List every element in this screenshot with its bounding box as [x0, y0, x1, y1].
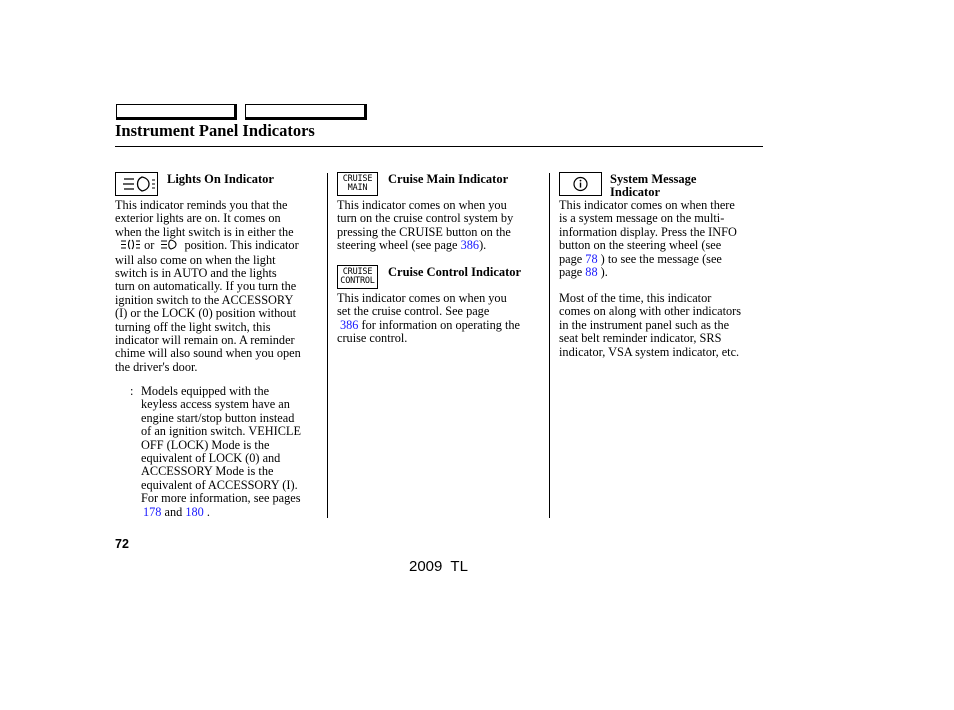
body-line — [115, 239, 301, 253]
nav-tab-2[interactable] — [245, 104, 367, 120]
nav-tab-1[interactable] — [116, 104, 237, 120]
body-line: comes on along with other indicators — [559, 304, 742, 319]
note-line: OFF (LOCK) Mode is the — [141, 437, 270, 452]
body-text: ) to see the message (see — [600, 251, 722, 266]
body-line: information display. Press the INFO — [559, 224, 737, 239]
body-line: seat belt reminder indicator, SRS — [559, 331, 722, 346]
body-line: indicator will remain on. A reminder — [115, 333, 295, 348]
cruise-main-body — [337, 199, 513, 253]
period-text: . — [206, 504, 210, 519]
body-line: turn on the cruise control system by — [337, 211, 514, 226]
body-line: This indicator comes on when there — [559, 198, 735, 212]
heading-line: System Message — [610, 172, 697, 186]
body-text: for information on operating the — [361, 317, 520, 332]
body-line: when the light switch is in either the — [115, 224, 294, 239]
cruise-control-icon-line2: CONTROL — [340, 276, 375, 286]
page-link-386[interactable]: 386 — [340, 317, 359, 332]
body-line: pressing the CRUISE button on the — [337, 224, 511, 239]
body-line: This indicator comes on when you — [337, 198, 507, 212]
body-line: is a system message on the multi- — [559, 211, 725, 226]
cruise-control-icon — [337, 265, 378, 289]
system-message-heading — [610, 173, 696, 199]
cruise-control-icon-line1: CRUISE — [342, 267, 373, 277]
body-line — [559, 266, 737, 279]
body-text: ). — [600, 265, 608, 280]
column-divider-1 — [327, 173, 328, 518]
page-link-88[interactable]: 88 — [585, 265, 598, 280]
body-line: turning off the light switch, this — [115, 319, 271, 334]
cruise-control-body — [337, 292, 520, 346]
body-line: ignition switch to the ACCESSORY — [115, 292, 294, 307]
body-line: will also come on when the light — [115, 252, 276, 267]
column-divider-2 — [549, 173, 550, 518]
body-line: chime will also sound when you open — [115, 346, 301, 361]
note-colon: : — [130, 384, 134, 398]
lights-on-heading: Lights On Indicator — [167, 172, 274, 186]
info-icon — [559, 172, 602, 196]
note-line: ACCESSORY Mode is the — [141, 464, 274, 479]
page-link-78[interactable]: 78 — [585, 251, 598, 266]
body-text: page — [559, 265, 583, 280]
headlight-icon — [115, 172, 158, 196]
low-beam-icon — [161, 239, 177, 253]
note-line: of an ignition switch. VEHICLE — [141, 424, 301, 439]
system-message-body — [559, 199, 737, 279]
body-line: Most of the time, this indicator — [559, 291, 712, 305]
position-text: position. This indicator — [184, 238, 299, 253]
body-line: turn on automatically. If you turn the — [115, 279, 297, 294]
cruise-control-heading: Cruise Control Indicator — [388, 265, 522, 279]
body-text: ). — [479, 238, 487, 253]
note-line: equivalent of LOCK (0) and — [141, 451, 281, 466]
body-line: switch is in AUTO and the lights — [115, 266, 277, 281]
cruise-main-heading: Cruise Main Indicator — [388, 172, 509, 186]
footer-model: 2009 TL — [409, 558, 468, 575]
page-number: 72 — [115, 537, 129, 551]
heading-line: Indicator — [610, 185, 660, 199]
system-message-body-2 — [559, 292, 741, 359]
body-line — [337, 319, 520, 332]
page-title: Instrument Panel Indicators — [115, 121, 315, 140]
cruise-main-icon-line2: MAIN — [347, 183, 368, 193]
note-line: Models equipped with the — [141, 384, 270, 398]
body-line: indicator, VSA system indicator, etc. — [559, 344, 740, 359]
keyless-note — [141, 385, 301, 519]
body-line: cruise control. — [337, 331, 408, 346]
page-link-386[interactable]: 386 — [460, 238, 480, 253]
body-line — [337, 239, 513, 252]
note-line: equivalent of ACCESSORY (I). — [141, 477, 298, 492]
body-text: steering wheel (see page — [337, 238, 458, 253]
body-text: page — [559, 251, 583, 266]
page-link-180[interactable]: 180 — [185, 504, 204, 519]
and-text: and — [164, 504, 183, 519]
body-line: the driver's door. — [115, 359, 198, 374]
note-line: keyless access system have an — [141, 397, 290, 412]
title-divider — [115, 146, 763, 147]
note-line: For more information, see pages — [141, 491, 301, 506]
body-line: This indicator comes on when you — [337, 291, 507, 305]
note-line: engine start/stop button instead — [141, 410, 295, 425]
page-link-178[interactable]: 178 — [143, 504, 162, 519]
body-line: in the instrument panel such as the — [559, 317, 730, 332]
body-line: button on the steering wheel (see — [559, 238, 722, 253]
body-line: (I) or the LOCK (0) position without — [115, 306, 297, 321]
parking-light-icon — [121, 239, 141, 253]
cruise-main-icon — [337, 172, 378, 196]
body-line: set the cruise control. See page — [337, 304, 490, 319]
cruise-main-icon-line1: CRUISE — [342, 174, 373, 184]
or-text: or — [144, 238, 155, 253]
lights-on-body — [115, 199, 301, 374]
body-line: This indicator reminds you that the — [115, 198, 288, 212]
note-line — [141, 506, 301, 519]
body-line: exterior lights are on. It comes on — [115, 211, 281, 226]
body-line — [559, 253, 737, 266]
